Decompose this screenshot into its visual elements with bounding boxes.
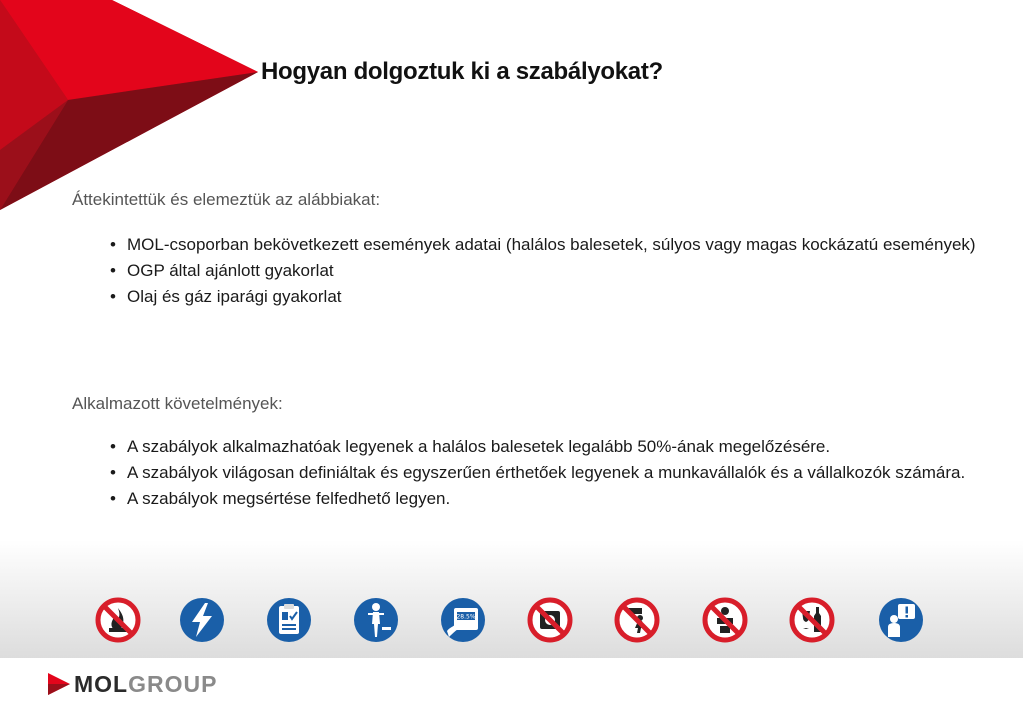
gauge-readout: 28.5%: [456, 613, 476, 621]
list-item: • Olaj és gáz iparági gyakorlat: [108, 284, 978, 310]
gas-test-icon: [440, 597, 486, 643]
no-bypass-safety-icon: [527, 597, 573, 643]
requirements-list: [108, 434, 978, 512]
molgroup-logo-mark: [48, 669, 72, 699]
list-item: • MOL-csoporban bekövetkezett események adatai (halálos balesetek, súlyos vagy magas kockázatú események): [108, 232, 978, 258]
working-at-height-icon: [353, 597, 399, 643]
list-item: • A szabályok világosan definiáltak és egyszerűen érthetőek legyenek a munkavállalók és a vállalkozók számára.: [108, 460, 978, 486]
page-title: Hogyan dolgoztuk ki a szabályokat?: [261, 58, 663, 85]
section-heading-reviewed: Áttekintettük és elemeztük az alábbiakat:: [72, 190, 381, 209]
no-alcohol-icon: [789, 597, 835, 643]
no-walking-under-load-icon: [614, 597, 660, 643]
list-item: • A szabályok alkalmazhatóak legyenek a halálos balesetek legalább 50%-ának megelőzésére.: [108, 434, 978, 460]
section-heading-requirements: Alkalmazott követelmények:: [72, 394, 283, 413]
list-item: • OGP által ajánlott gyakorlat: [108, 258, 978, 284]
logo-group: GROUP: [128, 671, 218, 697]
corner-red-graphic: [0, 0, 260, 210]
logo-mol: MOL: [74, 671, 129, 697]
energy-isolation-icon: [179, 597, 225, 643]
molgroup-logo-text: [74, 669, 217, 699]
reviewed-list: [108, 232, 978, 310]
no-phone-while-driving-icon: [702, 597, 748, 643]
no-smoking-fire-icon: [95, 597, 141, 643]
list-item: • A szabályok megsértése felfedhető legyen.: [108, 486, 978, 512]
bottom-gradient-band: [0, 540, 1023, 660]
report-incident-icon: [878, 597, 924, 643]
work-permit-icon: [266, 597, 312, 643]
